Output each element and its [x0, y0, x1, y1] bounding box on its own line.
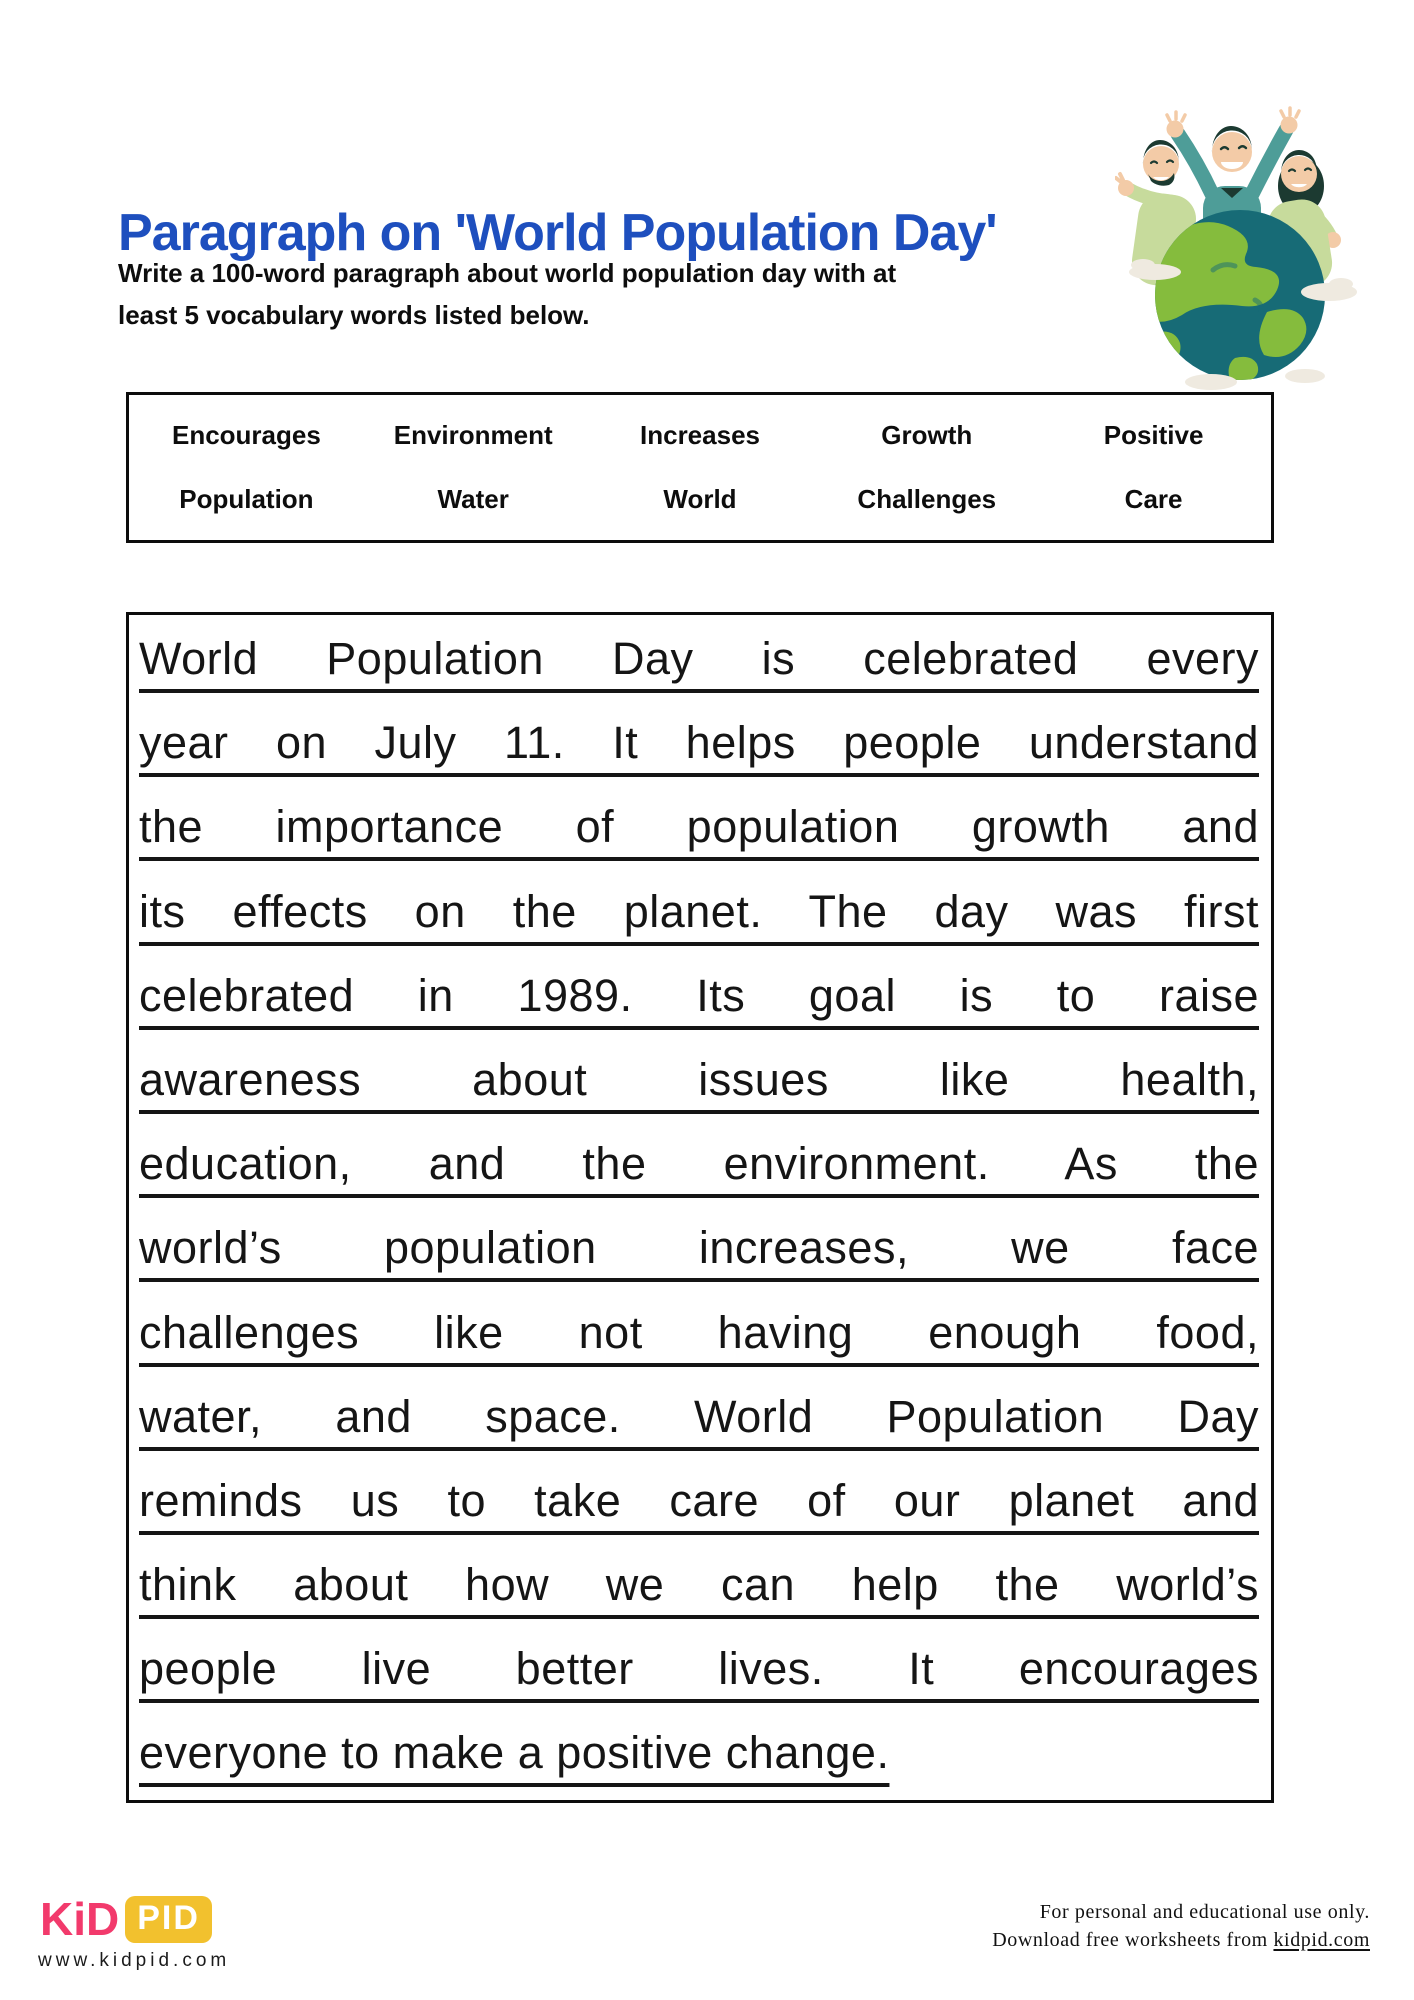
paragraph-line: its effects on the planet. The day was first [139, 885, 1259, 937]
vocabulary-word: Care [1124, 484, 1183, 515]
paragraph-box [126, 612, 1274, 1803]
vocabulary-word: Population [179, 484, 314, 515]
paragraph-line: think about how we can help the world’s [139, 1559, 1259, 1611]
instructions-text [118, 252, 896, 336]
paragraph-line: year on July 11. It helps people understand [139, 717, 1259, 769]
vocabulary-word: Environment [393, 419, 553, 450]
paragraph-line: the importance of population growth and [139, 801, 1259, 853]
instructions-line: least 5 vocabulary words listed below. [118, 300, 590, 330]
vocabulary-word: Positive [1103, 419, 1204, 450]
vocabulary-word: Water [437, 484, 509, 515]
page-title: Paragraph on 'World Population Day' [118, 203, 997, 262]
paragraph-line: World Population Day is celebrated every [139, 633, 1259, 684]
logo-pid-badge: PID [125, 1896, 212, 1943]
vocabulary-word: Challenges [857, 484, 997, 515]
vocabulary-word: Increases [640, 419, 760, 450]
paragraph-line: everyone to make a positive change. [139, 1727, 890, 1779]
paragraph-line: awareness about issues like health, [139, 1053, 1259, 1105]
vocabulary-word: Encourages [171, 419, 321, 450]
vocabulary-word: Growth [881, 419, 973, 450]
vocabulary-box [126, 392, 1274, 543]
paragraph-line: reminds us to take care of our planet and [139, 1474, 1259, 1526]
usage-notice-line2: Download free worksheets from kidpid.com [992, 1929, 1370, 1951]
logo-kid-text: KiD [40, 1893, 120, 1945]
kidpid-link[interactable]: kidpid.com [1273, 1929, 1370, 1951]
kidpid-logo [40, 1892, 212, 1946]
paragraph-line: education, and the environment. As the [139, 1138, 1259, 1190]
vocabulary-word: World [663, 484, 737, 515]
paragraph-line: challenges like not having enough food, [139, 1306, 1259, 1358]
usage-notice [992, 1898, 1370, 1954]
paragraph-line: people live better lives. It encourages [139, 1643, 1259, 1695]
children-globe-illustration [1115, 100, 1375, 395]
usage-notice-line1: For personal and educational use only. [1039, 1901, 1370, 1923]
website-url: www.kidpid.com [38, 1950, 231, 1971]
instructions-line: Write a 100-word paragraph about world population day with at [118, 258, 897, 288]
paragraph-line: celebrated in 1989. Its goal is to raise [139, 969, 1259, 1021]
paragraph-line: water, and space. World Population Day [139, 1390, 1259, 1442]
paragraph-line: world’s population increases, we face [139, 1222, 1259, 1274]
